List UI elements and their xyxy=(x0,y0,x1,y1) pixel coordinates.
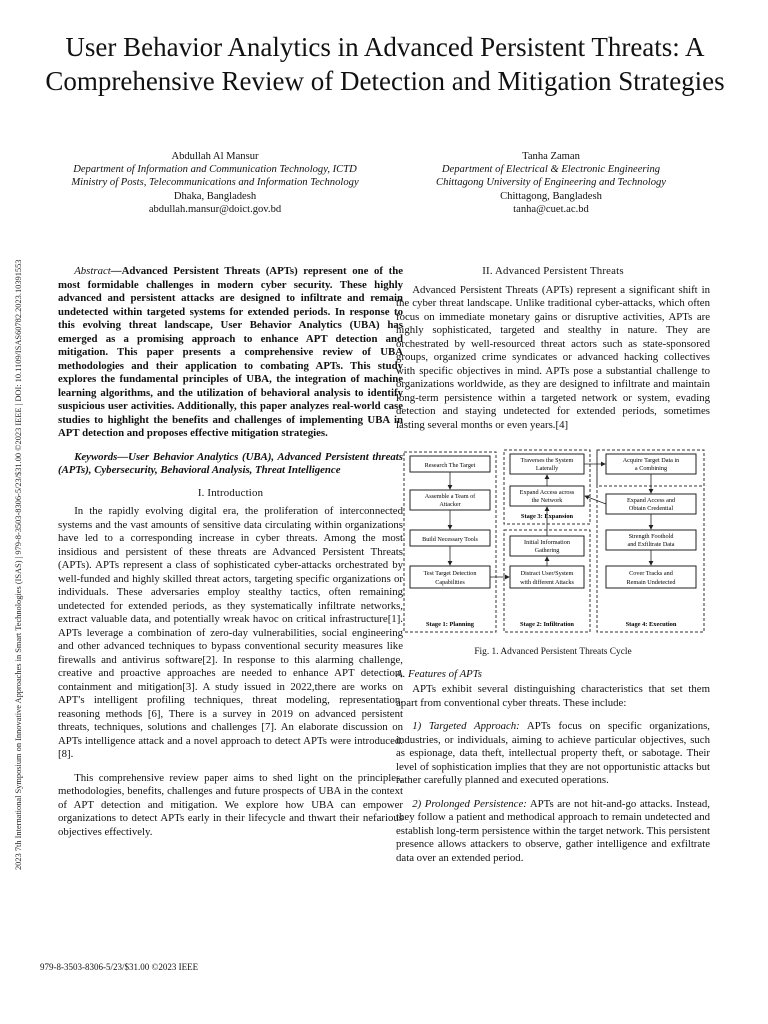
author-1 xyxy=(50,150,380,216)
svg-text:with different Attacks: with different Attacks xyxy=(520,579,574,586)
stage-1-label: Stage 1: Planning xyxy=(426,621,474,628)
stage2-box-2 xyxy=(510,566,584,588)
targeted-approach-label: 1) Targeted Approach: xyxy=(412,720,520,732)
stage1-box-3 xyxy=(410,530,490,546)
svg-text:a Combining: a Combining xyxy=(634,465,668,472)
intro-paragraph-1: In the rapidly evolving digital era, the proliferation of interconnected systems and the vast amounts of sensitive data circulating within organizations have led to a corresponding increase in cyber threats. Among the most insidious and persistent of these threats are Advanced Persistent Threats (APTs). APTs represent a class of sophisticated cyber-attacks orchestrated by well-funded and highly skilled threat actors, targeting specific organizations or individuals. These adversaries employ stealthy tactics, often remaining undetected for extended periods, as they systematically infiltrate networks, extract valuable data, and potentially wreak havoc on critical infrastructure[1]. APTs leverage a combination of zero-day vulnerabilities, social engineering and other advanced techniques to bypass conventional security measures like firewalls and antivirus software[2]. In response to this alarming challenge, creative and proactive approaches are needed to enhance APT detection, containment and mitigation[3]. A study issued in 2022,there are works on APT's intelligent profiling techniques, threat modeling, representation, reasoning methods [6], There is a survey in 2019 on advanced persistent threats, techniques, solutions and challenges [7]. An elaborate discussion on APTs intelligence attack and a novel approach to detect APTs were introduced. [8]. xyxy=(58,505,403,760)
paper-title: User Behavior Analytics in Advanced Persistent Threats: A Comprehensive Review of Detection and Mitigation Strategies xyxy=(45,32,725,96)
author-city: Dhaka, Bangladesh xyxy=(173,190,257,202)
stage3-box-2 xyxy=(510,486,584,506)
section-heading-apt: II. Advanced Persistent Threats xyxy=(482,265,624,277)
svg-text:Cover Tracks and: Cover Tracks and xyxy=(629,570,673,577)
apt-paragraph-4: 2) Prolonged Persistence: APTs are not hit-and-go attacks. Instead, they follow a patient and methodical approach to remain undetected and establish long-term persistence within the target network. This persistent presence allows attackers to observe, gather intelligence and exfiltrate data over an extended period. xyxy=(396,797,710,864)
author-name: Abdullah Al Mansur xyxy=(171,151,259,162)
stage1-box-2 xyxy=(410,490,490,510)
svg-text:Strength Foothold: Strength Foothold xyxy=(628,533,674,540)
right-column xyxy=(396,265,710,865)
stage3-box-1 xyxy=(510,454,584,474)
diagram-arrows xyxy=(450,464,651,577)
stage-3-label: Stage 3: Expansion xyxy=(520,513,574,520)
author-name: Tanha Zaman xyxy=(522,151,580,162)
apt-cycle-diagram xyxy=(396,446,710,638)
keywords: Keywords—User Behavior Analytics (UBA), Advanced Persistent threats (APTs), Cybersecurity, Behavioral Analysis, Threat Intelligence xyxy=(58,450,403,476)
author-inst: Ministry of Posts, Telecommunications and Information Technology xyxy=(71,177,359,189)
svg-text:Traverses the System: Traverses the System xyxy=(520,457,574,464)
svg-text:Expand Access and: Expand Access and xyxy=(626,497,676,504)
stage4-box-2 xyxy=(606,530,696,550)
abstract-label: Abstract xyxy=(74,265,111,277)
author-inst: Chittagong University of Engineering and Technology xyxy=(436,177,666,189)
svg-text:Expand Access across: Expand Access across xyxy=(519,489,575,496)
svg-text:and Exfiltrate Data: and Exfiltrate Data xyxy=(627,541,675,548)
subsection-heading-features: A. Features of APTs xyxy=(396,667,482,680)
stage1-box-1 xyxy=(410,456,490,472)
author-dept: Department of Electrical & Electronic Engineering xyxy=(441,164,661,176)
figure-apt-cycle xyxy=(396,446,710,638)
sidebar-citation: 2023 7th International Symposium on Innovative Approaches in Smart Technologies (ISAS) | 979-8-3503-8306-5/23/$31.00 ©2023 IEEE | DOI: 10.1109/ISAS60782.2023.10391553 xyxy=(14,259,23,870)
stage1-box-4 xyxy=(410,566,490,588)
svg-text:Distract User/System: Distract User/System xyxy=(520,570,574,577)
author-dept: Department of Information and Communication Technology, ICTD xyxy=(73,164,357,176)
author-city: Chittagong, Bangladesh xyxy=(500,190,602,202)
svg-text:Assemble a Team of: Assemble a Team of xyxy=(424,493,476,500)
section-heading-introduction: I. Introduction xyxy=(197,486,264,499)
apt-paragraph-1: Advanced Persistent Threats (APTs) represent a significant shift in the cyber threat landscape. Unlike traditional cyber-attacks, which often focus on immediate monetary gains or disruptive activities, APTs are highly sophisticated, targeted and stealthy in nature. They are orchestrated by well-resourced threat actors such as state-sponsored groups, organized crime syndicates or advanced hacking collectives with specific objectives in mind. APTs pose a substantial challenge to organizations worldwide, as they are designed to infiltrate and maintain long-term persistence within a targeted network or system, evading detection and staying undetected for extended periods, sometimes lasting several months or even years.[4] xyxy=(396,283,710,431)
stage2-box-1 xyxy=(510,536,584,556)
svg-text:Gathering: Gathering xyxy=(534,547,560,554)
svg-text:Build Necessary Tools: Build Necessary Tools xyxy=(422,536,478,543)
svg-text:Research The Target: Research The Target xyxy=(424,462,476,469)
svg-text:Test Target Detection: Test Target Detection xyxy=(423,570,477,577)
stage-2-label: Stage 2: Infiltration xyxy=(520,621,574,628)
prolonged-persistence-label: 2) Prolonged Persistence: xyxy=(412,797,527,810)
left-column xyxy=(58,265,403,839)
stage4-box-1 xyxy=(606,494,696,514)
svg-text:Acquire Target Data in: Acquire Target Data in xyxy=(622,457,680,464)
svg-text:Laterally: Laterally xyxy=(535,465,559,472)
page-footer: 979-8-3503-8306-5/23/$31.00 ©2023 IEEE xyxy=(40,962,199,972)
apt-paragraph-2: APTs exhibit several distinguishing characteristics that set them apart from conventional cyber threats. These include: xyxy=(396,683,710,709)
abstract xyxy=(58,265,403,441)
stage4-box-3 xyxy=(606,566,696,588)
abstract-sep: — xyxy=(110,265,122,277)
figure-caption: Fig. 1. Advanced Persistent Threats Cycle xyxy=(474,647,632,657)
svg-text:the Network: the Network xyxy=(531,497,563,504)
svg-text:Obtain Credential: Obtain Credential xyxy=(628,505,674,512)
svg-text:Initial Information: Initial Information xyxy=(524,539,570,546)
abstract-text: Advanced Persistent Threats (APTs) represent one of the most formidable challenges in modern cyber security. These highly advanced and persistent attacks are designed to infiltrate and remain undetected within targeted systems for extended periods. In response to this evolving threat landscape, User Behavior Analytics (UBA) has emerged as a promising approach to enhance APT detection and mitigation. This paper presents a comprehensive review of UBA methodologies and their application to combating APTs. This study explores the fundamental principles of UBA, the integration of machine learning algorithms, and the utilization of behavioral analysis to identify suspicious user activities. Additionally, this paper analyzes real-world case studies to highlight the benefits and challenges of implementing UBA in APT detection and proposes effective mitigation strategies. xyxy=(58,265,403,439)
author-email[interactable]: abdullah.mansur@doict.gov.bd xyxy=(148,203,282,215)
author-email[interactable]: tanha@cuet.ac.bd xyxy=(513,203,589,215)
stage3b-box xyxy=(606,454,696,474)
apt-paragraph-3: 1) Targeted Approach: APTs focus on specific organizations, industries, or individuals, aiming to achieve particular objectives, such as espionage, data theft, intellectual property theft, or sabotage. Their level of sophistication implies that they are not opportunistic attacks but rather carefully planned and executed operations. xyxy=(396,720,710,786)
intro-paragraph-2: This comprehensive review paper aims to shed light on the principles, methodologies, benefits, challenges and future prospects of UBA in the context of APT detection and mitigation. We explore how UBA can empower organizations to detect APTs early in their lifecycle and thwart their nefarious objectives effectively. xyxy=(58,771,403,838)
stage-4-label: Stage 4: Execution xyxy=(625,621,677,628)
svg-text:Remain Undetected: Remain Undetected xyxy=(626,579,676,586)
svg-text:Capabilities: Capabilities xyxy=(435,579,465,586)
author-2 xyxy=(386,150,716,216)
svg-text:Attacker: Attacker xyxy=(439,501,461,508)
